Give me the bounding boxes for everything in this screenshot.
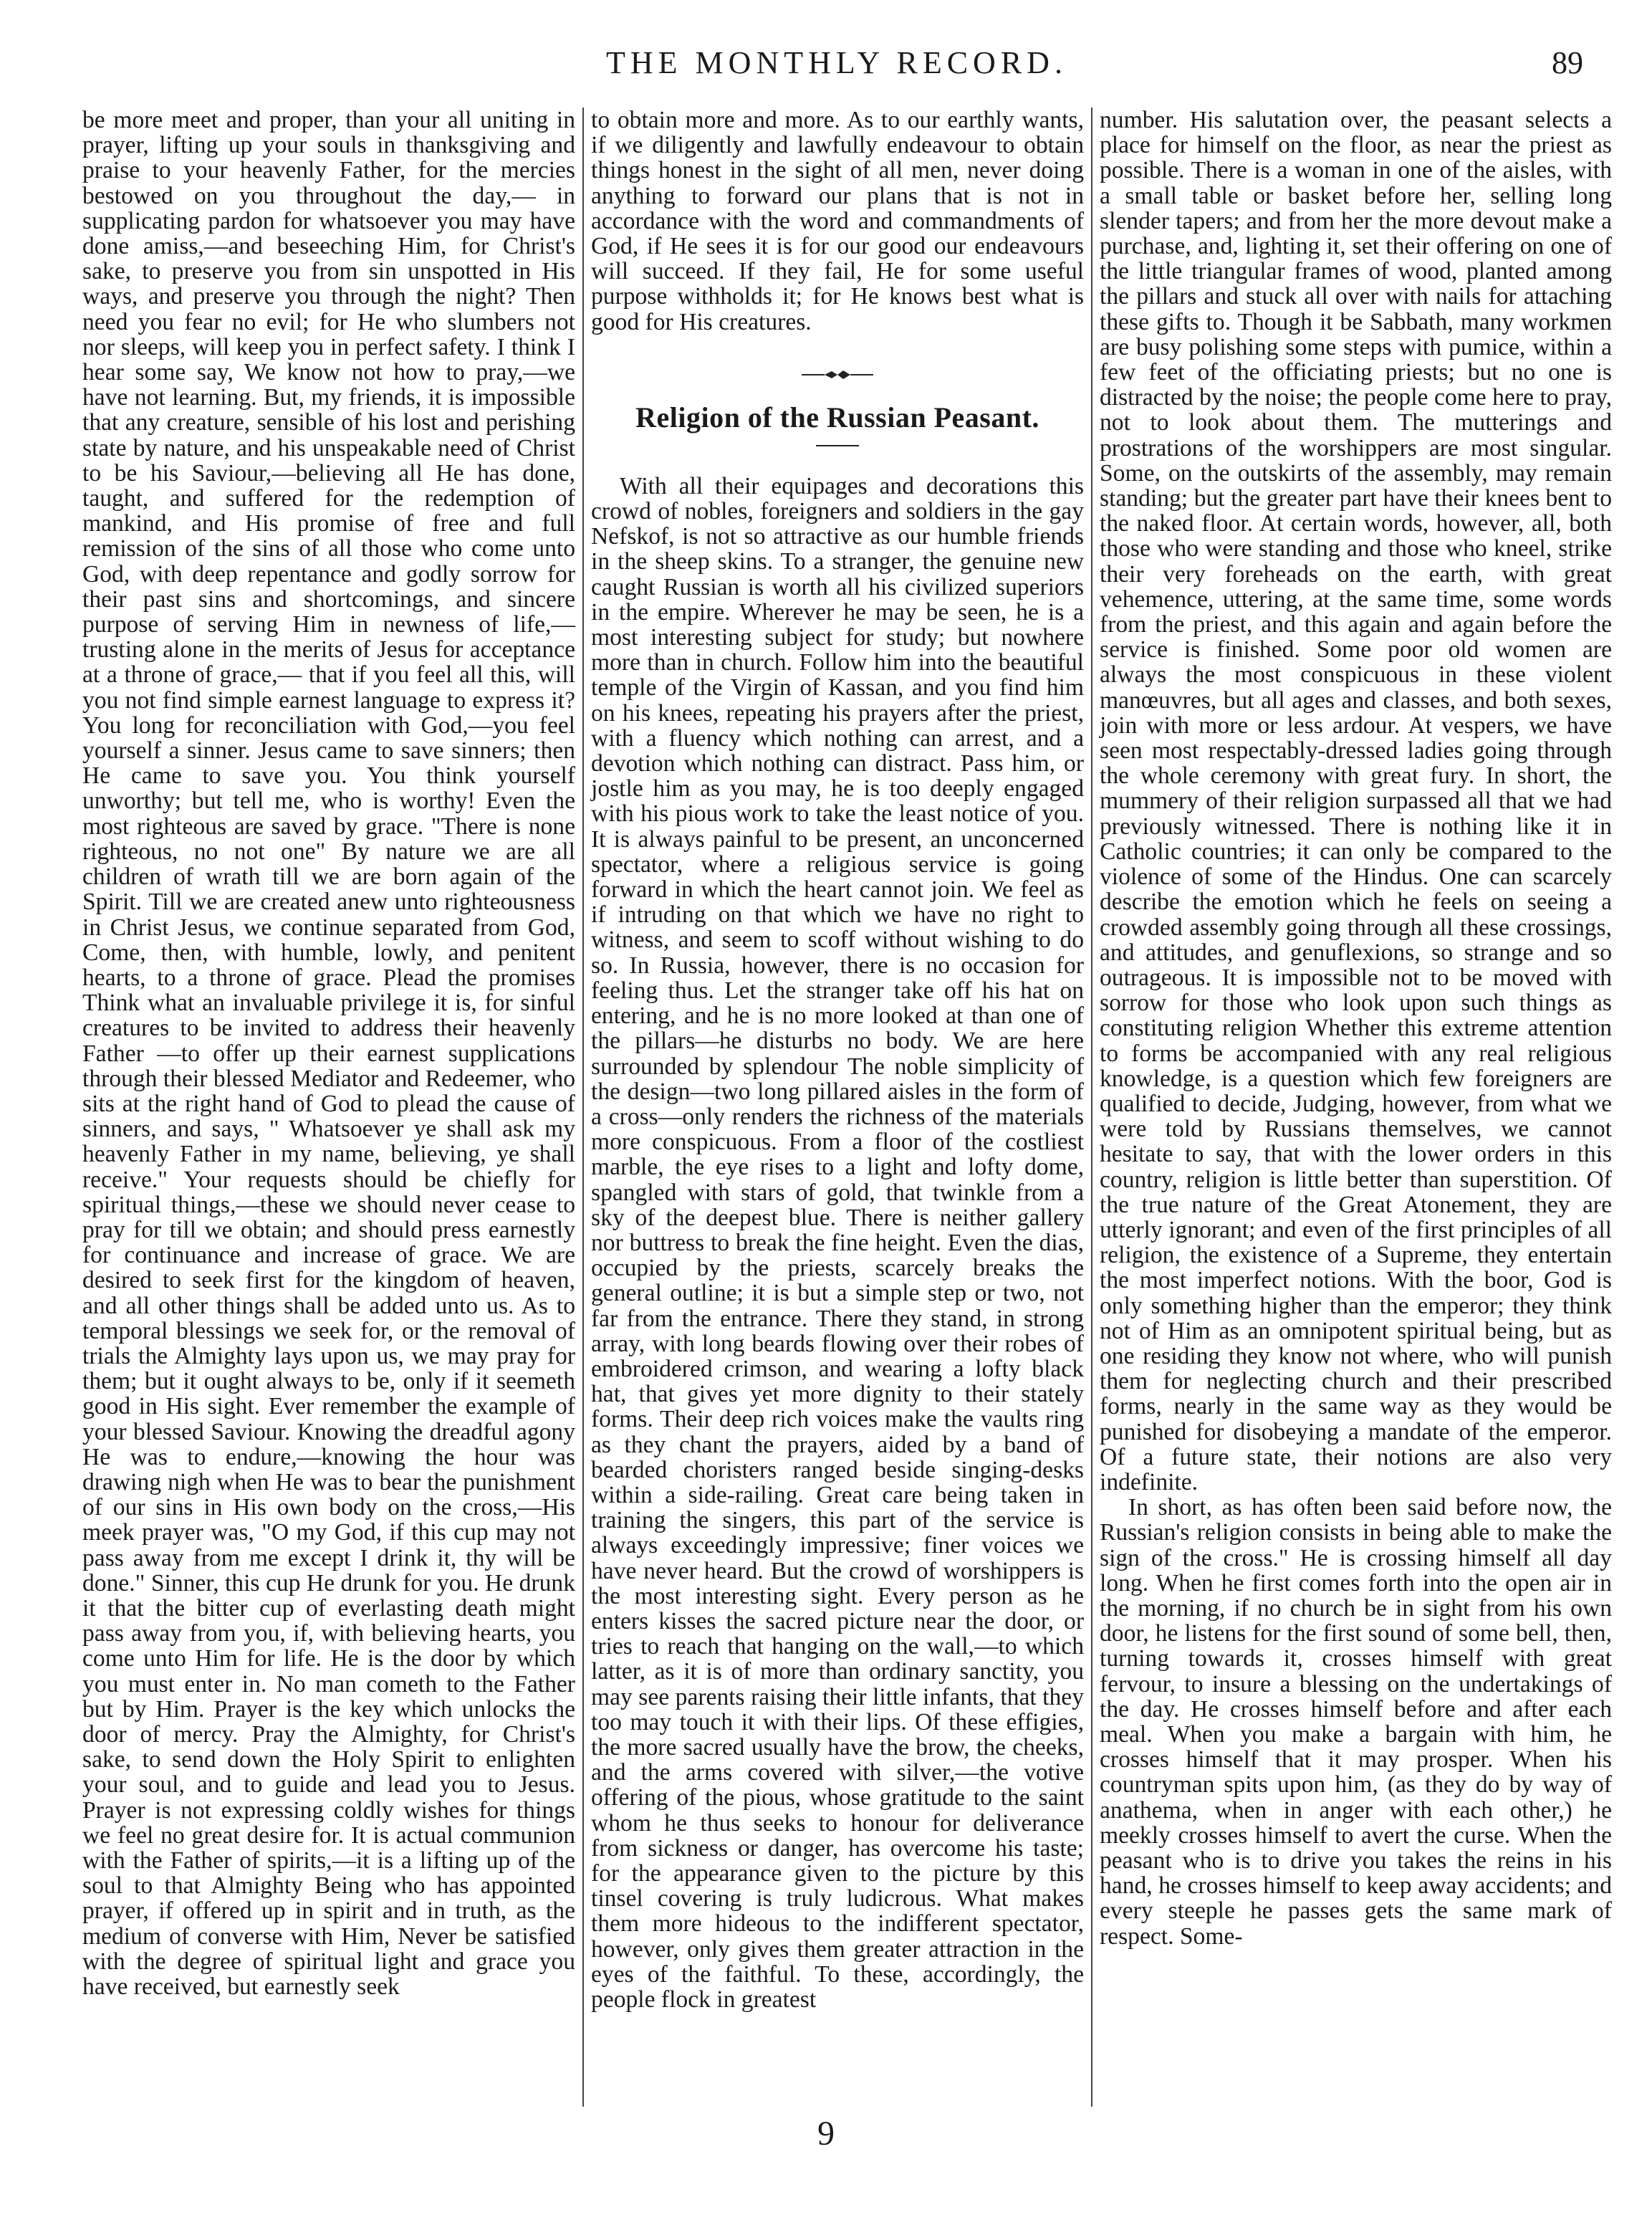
column-3-paragraph-1: number. His salutation over, the peasant selects a place for himself on the floor, as near the priest as possible. There is a woman in one of the aisles, with a small table or basket before her, selling long slender tapers; and from her the more devout make a purchase, and, lighting it, set their offering on one of the little triangular frames of wood, planted among the pillars and stuck all over with nails for attaching these gifts to. Though it be Sabbath, many workmen are busy polishing some steps with pumice, within a few feet of the officiating priests; but no one is distracted by the noise; the people come here to pray, not to look about them. The mutterings and prostrations of the worshippers are most singular. Some, on the outskirts of the assembly, may remain standing; but the greater part have their knees bent to the naked floor. At certain words, however, all, both those who were standing and those who kneel, strike their very foreheads on the earth, with great vehemence, uttering, at the same time, some words from the priest, and this again and again before the service is finished. Some poor old women are always the most conspicuous in these violent manœuvres, but all ages and classes, and both sexes, join with more or less ardour. At vespers, we have seen most respectably-dressed ladies going through the whole ceremony with great fury. In short, the mummery of their religion surpassed all that we had previously witnessed. There is nothing like it in Catholic countries; it can only be compared to the violence of some of the Hindus. One can scarcely describe the emotion which he feels on seeing a crowded assembly going through all these crossings, and attitudes, and genuflexions, so strange and so outrageous. It is impossible not to be moved with sorrow for those who look upon such things as constituting religion Whether this extreme attention to forms be accompanied with any real religious knowledge, is a question which few foreigners are qualified to decide, Judging, however, from what we were told by Russians themselves, we cannot hesitate to say, that with the lower orders in this country, religion is little better than superstition. Of the true nature of the Great Atonement, they are utterly ignorant; and even of the first principles of all religion, the existence of a Supreme, they entertain the most imperfect notions. With the boor, God is only something higher than the emperor; they think not of Him as an omnipotent spiritual being, but as one residing they know not where, who will punish them for neglecting church and their prescribed forms, nearly in the same way as they would be punished for disobeying a mandate of the emperor. Of a future state, their notions are also very indefinite. xyxy=(1100,107,1612,1495)
ornament-divider xyxy=(591,368,1084,382)
text-columns xyxy=(82,107,1612,2107)
column-3-paragraph-2: In short, as has often been said before now, the Russian's religion consists in being able to make the sign of the cross." He is crossing himself all day long. When he first comes forth into the open air in the morning, if no church be in sight from his own door, he listens for the first sound of some bell, then, turning towards it, crosses himself with great fervour, to insure a blessing on the undertakings of the day. He crosses himself before and after each meal. When you make a bargain with him, he crosses himself that it may prosper. When his countryman spits upon him, (as they do by way of anathema, when in anger with each other,) he meekly crosses himself to avert the curse. When the peasant who is to drive you takes the reins in his hand, he crosses himself to keep away accidents; and every steeple he passes gets the same mark of respect. Some- xyxy=(1100,1494,1612,1950)
article-title: Religion of the Russian Peasant. xyxy=(635,401,1039,434)
column-2 xyxy=(584,107,1092,2107)
column-1 xyxy=(82,107,584,2107)
signature-mark: 9 xyxy=(817,2115,835,2153)
column-2-paragraph-2: With all their equipages and decorations this crowd of nobles, foreigners and soldiers in the gay Nefskof, is not so attractive as our humble friends in the sheep skins. To a stranger, the genuine new caught Russian is worth all his civilized superiors in the empire. Wherever he may be seen, he is a most interesting subject for study; but nowhere more than in church. Follow him into the beautiful temple of the Virgin of Kassan, and you find him on his knees, repeating his prayers after the priest, with a fluency which nothing can arrest, and a devotion which nothing can distract. Pass him, or jostle him as you may, he is too deeply engaged with his pious work to take the least notice of you. It is always painful to be present, an unconcerned spectator, where a religious service is going forward in which the heart cannot join. We feel as if intruding on that which we have no right to witness, and seem to scoff without wishing to do so. In Russia, however, there is no occasion for feeling thus. Let the stranger take off his hat on entering, and he is no more looked at than one of the pillars—he disturbs no body. We are here surrounded by splendour The noble simplicity of the design—two long pillared aisles in the form of a cross—only renders the richness of the materials more conspicuous. From a floor of the costliest marble, the eye rises to a light and lofty dome, spangled with stars of gold, that twinkle from a sky of the deepest blue. There is neither gallery nor buttress to break the fine height. Even the dias, occupied by the priests, scarcely breaks the general outline; it is but a simple step or two, not far from the entrance. There they stand, in strong array, with long beards flowing over their robes of embroidered crimson, and wearing a lofty black hat, that gives yet more dignity to their stately forms. Their deep rich voices make the vaults ring as they chant the prayers, aided by a band of bearded choristers ranged beside singing-desks within a side-railing. Great care being taken in training the singers, this part of the service is always exceedingly impressive; finer voices we have never heard. But the crowd of worshippers is the most interesting sight. Every person as he enters kisses the sacred picture near the door, or tries to reach that hanging on the wall,—to which latter, as it is of more than ordinary sanctity, you may see parents raising their little infants, that they too may touch it with their lips. Of these effigies, the more sacred usually have the brow, the cheeks, and the arms covered with silver,—the votive offering of the pious, whose gratitude to the saint whom he thus seeks to honour for deliverance from sickness or danger, has overcome his taste; for the appearance given to the picture by this tinsel covering is truly ludicrous. What makes them more hideous to the indifferent spectator, however, only gives them greater attraction in the eyes of the faithful. To these, accordingly, the people flock in greatest xyxy=(591,472,1084,2014)
article-heading-block xyxy=(591,368,1084,446)
page-number: 89 xyxy=(1552,45,1583,80)
running-header xyxy=(86,44,1588,95)
running-title: THE MONTHLY RECORD. xyxy=(606,45,1067,80)
title-rule xyxy=(816,445,859,446)
column-2-paragraph-1: to obtain more and more. As to our earthly wants, if we diligently and lawfully endeavour to obtain things honest in the sight of all men, never doing anything to forward our plans that is not in accordance with the word and commandments of God, if He sees it is for our good our endeavours will succeed. If they fail, He for some useful purpose withholds it; for He knows best what is good for His creatures. xyxy=(591,107,1084,335)
column-3 xyxy=(1092,107,1612,2107)
column-1-paragraph: be more meet and proper, than your all uniting in prayer, lifting up your souls in thanksgiving and praise to your heavenly Father, for the mercies bestowed on you throughout the day,— in supplicating pardon for whatsoever you may have done amiss,—and beseeching Him, for Christ's sake, to preserve you from sin unspotted in His ways, and preserve you through the night? Then need you fear no evil; for He who slumbers not nor sleeps, will keep you in perfect safety. I think I hear some say, We know not how to pray,—we have not learning. But, my friends, it is impossible that any creature, sensible of his lost and perishing state by nature, and his unspeakable need of Christ to be his Saviour,—believing all He has done, taught, and suffered for the redemption of mankind, and His promise of free and full remission of the sins of all those who come unto God, with deep repentance and godly sorrow for their past sins and shortcomings, and sincere purpose of serving Him in newness of life,—trusting alone in the merits of Jesus for acceptance at a throne of grace,— that if you feel all this, will you not find simple earnest language to express it? You long for reconciliation with God,—you feel yourself a sinner. Jesus came to save sinners; then He came to save you. You think yourself unworthy; but tell me, who is worthy! Even the most righteous are saved by grace. "There is none righteous, no not one" By nature we are all children of wrath till we are born again of the Spirit. Till we are created anew unto righteousness in Christ Jesus, we continue separated from God, Come, then, with humble, lowly, and penitent hearts, to a throne of grace. Plead the promises Think what an invaluable privilege it is, for sinful creatures to be invited to address their heavenly Father —to offer up their earnest supplications through their blessed Mediator and Redeemer, who sits at the right hand of God to plead the cause of sinners, and says, " Whatsoever ye shall ask my heavenly Father in my name, believing, ye shall receive." Your requests should be chiefly for spiritual things,—these we should never cease to pray for till we obtain; and should press earnestly for continuance and increase of grace. We are desired to seek first for the kingdom of heaven, and all other things shall be added unto us. As to temporal blessings we seek for, or the removal of trials the Almighty lays upon us, we may pray for them; but it ought always to be, only if it seemeth good in His sight. Ever remember the example of your blessed Saviour. Knowing the dreadful agony He was to endure,—knowing the hour was drawing nigh when He was to bear the punishment of our sins in His own body on the cross,—His meek prayer was, "O my God, if this cup may not pass away from me except I drink it, thy will be done." Sinner, this cup He drunk for you. He drunk it that the bitter cup of everlasting death might pass away from you, if, with believing hearts, you come unto Him for life. He is the door by which you must enter in. No man cometh to the Father but by Him. Prayer is the key which unlocks the door of mercy. Pray the Almighty, for Christ's sake, to send down the Holy Spirit to enlighten your soul, and to guide and lead you to Jesus. Prayer is not expressing coldly wishes for things we feel no great desire for. It is actual communion with the Father of spirits,—it is a lifting up of the soul to that Almighty Being who has appointed prayer, if offered up in spirit and in truth, as the medium of converse with Him, Never be satisfied with the degree of spiritual light and grace you have received, but earnestly seek xyxy=(82,107,575,2001)
